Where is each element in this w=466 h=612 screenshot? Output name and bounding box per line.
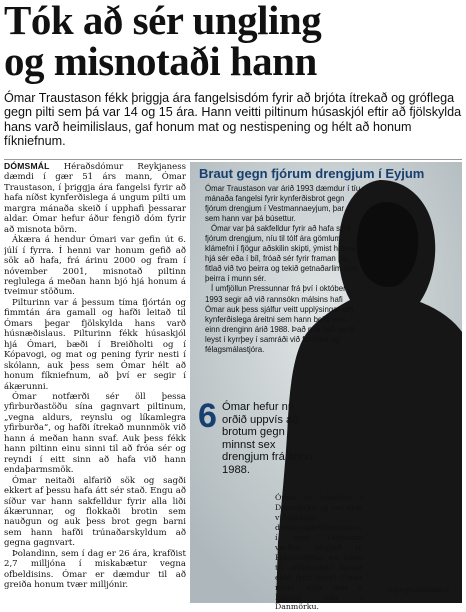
sidebar-body [205, 184, 361, 355]
article-paragraph-5: Ómar neitaði alfarið sök og sagði ekkert af þessu hafa átt sér stað. Engu að síður var hann sakfelldur fyrir alla liði ákærunnar, og flokkaði brotin sem nauðgun og auk þess brot gegn barni sem hann hafði trúnaðarskyldum að gegna gagnvart. [4, 475, 186, 549]
column-divider-rule [4, 159, 462, 160]
article-paragraph-6: Þolandinn, sem í dag er 26 ára, krafðist 2,7 milljóna í miskabætur vegna ofbeldisins. Ómar er dæmdur til að greiða honum tvær milljónir. [4, 548, 186, 591]
sidebar-paragraph-3: Í umfjöllun Pressunnar frá því í október 1993 segir að við rannsókn málsins hafi Ómar auk þess sjálfur veitt upplýsingar um kynferðislega áreitni sem hann beitti enn einn drenginn árið 1988. Það mál hafi verið leyst í kyrrþey í samráði við foreldra og félagsmálastjóra. [205, 284, 355, 354]
pull-quote: Ómar hefur nú orðið uppvís að brotum gegn minnst sex drengjum frá árinu 1988. [222, 401, 313, 476]
article-paragraph-3: Pilturinn var á þessum tíma fjórtán og fimmtán ára gamall og hafði leitað til Ómars þegar fjölskylda hans varð húsnæðislaus. Pilturinn fékk húsaskjól hjá Ómari, bæði í Breiðholti og í Kópavogi, og mat og pening fyrir nesti í skólann, auk þess sem Ómar hélt að honum fíkniefnum, að því er segir í ákærunni. [4, 297, 186, 392]
headline-line-2: og misnotaði hann [4, 38, 317, 84]
article-body [4, 161, 186, 607]
article-paragraph-4: Ómar notfærði sér öll þessa yfirburðastöðu sína gagnvart piltinum, „vegna aldurs, reynslu og líkamlegra yfirburða“, og hafði ítrekað munnmök við hann á meðan hann svaf. Auk þess fékk hann piltinn einu sinni til að fróa sér og reyndi í eitt sinn að hafa við hann endaþarmsmök. [4, 391, 186, 476]
lede: Ómar Traustason fékk þriggja ára fangelsisdóm fyrir að brjóta ítrekað og gróflega gegn pilti sem þá var 14 og 15 ára. Hann veitti piltinum húsaskjól eftir að fjölskylda hans varð heimilislaus, gaf honum mat og nestispening og hélt að honum fíkniefnum. [4, 91, 462, 148]
section-kicker: DÓMSMÁL [4, 161, 50, 171]
sidebar-paragraph-2: Ómar var þá sakfelldur fyrir að hafa sýnt fjórum drengjum, níu til tólf ára gömlum, klámefni í fjögur aðskilin skipti, ýmist heima hjá sér eða í bíl, fróað sér fyrir framan þá, fitlað við tvo þeirra og tekið getnaðarlim eins þeirra í munn sér. [205, 224, 359, 284]
sidebar-title: Braut gegn fjórum drengjum í Eyjum [199, 166, 425, 181]
pull-quote-number: 6 [198, 397, 217, 435]
byline-email: stigur@frettabladid.is [387, 587, 450, 594]
headline-line-1: Tók að sér ungling [4, 0, 322, 43]
sidebar-lower-text: Ómar er búsettur í Danmörku og var ekki viðstaddur dómsuppkvaðninguna í gær. Dómnum verður áfrýjað til Hæstaréttar en komi til afplánunar liggur ekki fyrir hvort Ómar muni sitja inni á Íslandi eða í Danmörku. [275, 493, 363, 612]
article-paragraph-1: DÓMSMÁL Héraðsdómur Reykjaness dæmdi í gær 51 árs mann, Ómar Traustason, í þriggja ára fangelsi fyrir að hafa níðst kynferðislega á ungum pilti um margra mánaða skeið í upphafi þessarar aldar. Ómar hefur áður fengið dóm fyrir að misnota börn. [4, 161, 186, 235]
headline [4, 0, 462, 82]
article-paragraph-2: Ákæra á hendur Ómari var gefin út 6. júlí í fyrra. Í henni var honum gefið að sök að hafa, frá árinu 2000 og fram í nóvember 2001, misnotað piltinn reglulega á meðan hann bjó hjá honum á tveimur stöðum. [4, 235, 186, 298]
sidebar-paragraph-1: Ómar Traustason var árið 1993 dæmdur í tíu mánaða fangelsi fyrir kynferðisbrot gegn fjórum drengjum í Vestmannaeyjum, þar sem hann var þá búsettur. [205, 184, 361, 224]
